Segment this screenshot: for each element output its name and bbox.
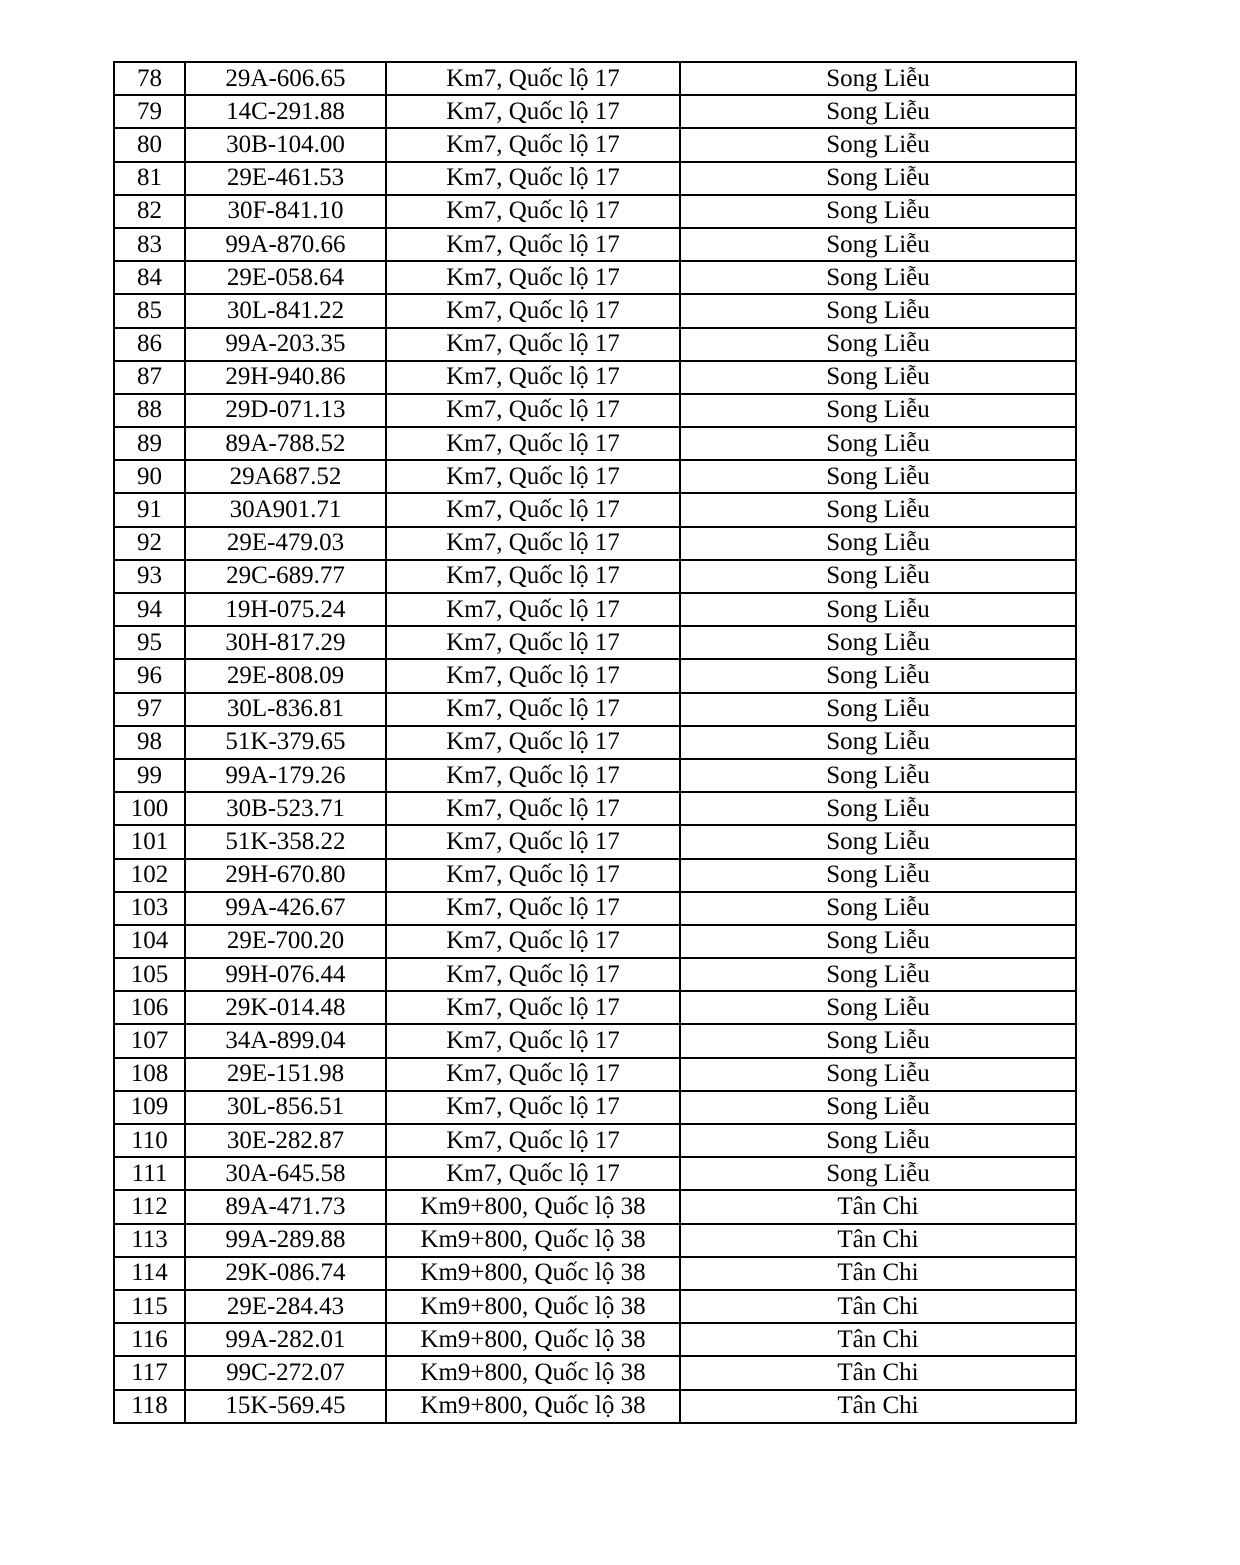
license-plate-cell: 30L-841.22 — [185, 294, 386, 327]
area-cell: Song Liễu — [680, 560, 1076, 593]
table-row — [114, 261, 1076, 294]
license-plate-cell: 29A-606.65 — [185, 62, 386, 95]
location-cell: Km7, Quốc lộ 17 — [386, 228, 680, 261]
row-number-cell: 113 — [114, 1224, 185, 1257]
license-plate-cell: 29E-479.03 — [185, 527, 386, 560]
license-plate-cell: 99A-426.67 — [185, 892, 386, 925]
location-cell: Km7, Quốc lộ 17 — [386, 261, 680, 294]
area-cell: Song Liễu — [680, 328, 1076, 361]
row-number-cell: 93 — [114, 560, 185, 593]
location-cell: Km7, Quốc lộ 17 — [386, 759, 680, 792]
row-number-cell: 87 — [114, 361, 185, 394]
location-cell: Km7, Quốc lộ 17 — [386, 427, 680, 460]
license-plate-cell: 30B-104.00 — [185, 128, 386, 161]
location-cell: Km7, Quốc lộ 17 — [386, 294, 680, 327]
table-row — [114, 1323, 1076, 1356]
area-cell: Song Liễu — [680, 261, 1076, 294]
license-plate-cell: 51K-379.65 — [185, 726, 386, 759]
location-cell: Km9+800, Quốc lộ 38 — [386, 1257, 680, 1290]
table-row — [114, 560, 1076, 593]
table-row — [114, 328, 1076, 361]
table-row — [114, 892, 1076, 925]
license-plate-cell: 29E-284.43 — [185, 1290, 386, 1323]
area-cell: Song Liễu — [680, 162, 1076, 195]
location-cell: Km7, Quốc lộ 17 — [386, 958, 680, 991]
table-row — [114, 95, 1076, 128]
area-cell: Song Liễu — [680, 1157, 1076, 1190]
table-row — [114, 593, 1076, 626]
area-cell: Song Liễu — [680, 892, 1076, 925]
row-number-cell: 103 — [114, 892, 185, 925]
row-number-cell: 100 — [114, 792, 185, 825]
location-cell: Km7, Quốc lộ 17 — [386, 162, 680, 195]
area-cell: Song Liễu — [680, 693, 1076, 726]
row-number-cell: 107 — [114, 1024, 185, 1057]
license-plate-cell: 99A-289.88 — [185, 1224, 386, 1257]
license-plate-cell: 30B-523.71 — [185, 792, 386, 825]
location-cell: Km7, Quốc lộ 17 — [386, 825, 680, 858]
license-plate-cell: 15K-569.45 — [185, 1390, 386, 1423]
location-cell: Km7, Quốc lộ 17 — [386, 659, 680, 692]
row-number-cell: 85 — [114, 294, 185, 327]
area-cell: Song Liễu — [680, 1091, 1076, 1124]
location-cell: Km7, Quốc lộ 17 — [386, 560, 680, 593]
table-row — [114, 460, 1076, 493]
location-cell: Km9+800, Quốc lộ 38 — [386, 1390, 680, 1423]
location-cell: Km7, Quốc lộ 17 — [386, 1058, 680, 1091]
area-cell: Tân Chi — [680, 1390, 1076, 1423]
row-number-cell: 91 — [114, 493, 185, 526]
location-cell: Km9+800, Quốc lộ 38 — [386, 1224, 680, 1257]
location-cell: Km9+800, Quốc lộ 38 — [386, 1190, 680, 1223]
area-cell: Song Liễu — [680, 626, 1076, 659]
location-cell: Km7, Quốc lộ 17 — [386, 925, 680, 958]
location-cell: Km7, Quốc lộ 17 — [386, 626, 680, 659]
license-plate-cell: 51K-358.22 — [185, 825, 386, 858]
location-cell: Km7, Quốc lộ 17 — [386, 493, 680, 526]
row-number-cell: 105 — [114, 958, 185, 991]
license-plate-cell: 99A-282.01 — [185, 1323, 386, 1356]
license-plate-cell: 29K-014.48 — [185, 991, 386, 1024]
location-cell: Km7, Quốc lộ 17 — [386, 195, 680, 228]
license-plate-cell: 30E-282.87 — [185, 1124, 386, 1157]
license-plate-cell: 30H-817.29 — [185, 626, 386, 659]
table-row — [114, 1024, 1076, 1057]
area-cell: Song Liễu — [680, 195, 1076, 228]
table-row — [114, 527, 1076, 560]
table-row — [114, 958, 1076, 991]
location-cell: Km7, Quốc lộ 17 — [386, 460, 680, 493]
license-plate-cell: 30L-836.81 — [185, 693, 386, 726]
row-number-cell: 79 — [114, 95, 185, 128]
area-cell: Song Liễu — [680, 1058, 1076, 1091]
table-row — [114, 1157, 1076, 1190]
row-number-cell: 83 — [114, 228, 185, 261]
location-cell: Km7, Quốc lộ 17 — [386, 1024, 680, 1057]
row-number-cell: 117 — [114, 1356, 185, 1389]
area-cell: Song Liễu — [680, 593, 1076, 626]
area-cell: Tân Chi — [680, 1356, 1076, 1389]
location-cell: Km7, Quốc lộ 17 — [386, 892, 680, 925]
row-number-cell: 110 — [114, 1124, 185, 1157]
license-plate-cell: 29D-071.13 — [185, 394, 386, 427]
table-row — [114, 759, 1076, 792]
area-cell: Song Liễu — [680, 394, 1076, 427]
area-cell: Tân Chi — [680, 1190, 1076, 1223]
row-number-cell: 84 — [114, 261, 185, 294]
license-plate-cell: 29E-151.98 — [185, 1058, 386, 1091]
row-number-cell: 97 — [114, 693, 185, 726]
location-cell: Km7, Quốc lộ 17 — [386, 593, 680, 626]
license-plate-cell: 99A-203.35 — [185, 328, 386, 361]
area-cell: Song Liễu — [680, 726, 1076, 759]
area-cell: Song Liễu — [680, 925, 1076, 958]
area-cell: Song Liễu — [680, 1024, 1076, 1057]
license-plate-cell: 19H-075.24 — [185, 593, 386, 626]
area-cell: Tân Chi — [680, 1290, 1076, 1323]
table-row — [114, 228, 1076, 261]
table-row — [114, 1058, 1076, 1091]
table-row — [114, 1190, 1076, 1223]
vehicle-table-body — [114, 62, 1076, 1423]
license-plate-cell: 30A901.71 — [185, 493, 386, 526]
row-number-cell: 78 — [114, 62, 185, 95]
row-number-cell: 104 — [114, 925, 185, 958]
location-cell: Km7, Quốc lộ 17 — [386, 328, 680, 361]
row-number-cell: 90 — [114, 460, 185, 493]
area-cell: Tân Chi — [680, 1257, 1076, 1290]
row-number-cell: 108 — [114, 1058, 185, 1091]
license-plate-cell: 29H-670.80 — [185, 859, 386, 892]
area-cell: Song Liễu — [680, 294, 1076, 327]
table-row — [114, 427, 1076, 460]
table-row — [114, 493, 1076, 526]
row-number-cell: 94 — [114, 593, 185, 626]
table-row — [114, 925, 1076, 958]
row-number-cell: 88 — [114, 394, 185, 427]
row-number-cell: 89 — [114, 427, 185, 460]
area-cell: Tân Chi — [680, 1323, 1076, 1356]
table-row — [114, 1124, 1076, 1157]
table-row — [114, 859, 1076, 892]
row-number-cell: 115 — [114, 1290, 185, 1323]
location-cell: Km7, Quốc lộ 17 — [386, 95, 680, 128]
area-cell: Tân Chi — [680, 1224, 1076, 1257]
area-cell: Song Liễu — [680, 493, 1076, 526]
table-row — [114, 394, 1076, 427]
row-number-cell: 81 — [114, 162, 185, 195]
license-plate-cell: 99A-179.26 — [185, 759, 386, 792]
row-number-cell: 80 — [114, 128, 185, 161]
table-row — [114, 991, 1076, 1024]
row-number-cell: 95 — [114, 626, 185, 659]
table-row — [114, 825, 1076, 858]
location-cell: Km7, Quốc lộ 17 — [386, 527, 680, 560]
table-row — [114, 1257, 1076, 1290]
table-row — [114, 693, 1076, 726]
area-cell: Song Liễu — [680, 361, 1076, 394]
location-cell: Km7, Quốc lộ 17 — [386, 991, 680, 1024]
area-cell: Song Liễu — [680, 128, 1076, 161]
license-plate-cell: 30L-856.51 — [185, 1091, 386, 1124]
license-plate-cell: 29E-058.64 — [185, 261, 386, 294]
license-plate-cell: 29A687.52 — [185, 460, 386, 493]
location-cell: Km7, Quốc lộ 17 — [386, 693, 680, 726]
location-cell: Km7, Quốc lộ 17 — [386, 1124, 680, 1157]
license-plate-cell: 89A-788.52 — [185, 427, 386, 460]
table-row — [114, 294, 1076, 327]
row-number-cell: 96 — [114, 659, 185, 692]
row-number-cell: 118 — [114, 1390, 185, 1423]
row-number-cell: 92 — [114, 527, 185, 560]
area-cell: Song Liễu — [680, 460, 1076, 493]
table-row — [114, 361, 1076, 394]
license-plate-cell: 30A-645.58 — [185, 1157, 386, 1190]
row-number-cell: 86 — [114, 328, 185, 361]
license-plate-cell: 29K-086.74 — [185, 1257, 386, 1290]
row-number-cell: 112 — [114, 1190, 185, 1223]
area-cell: Song Liễu — [680, 527, 1076, 560]
license-plate-cell: 29H-940.86 — [185, 361, 386, 394]
area-cell: Song Liễu — [680, 825, 1076, 858]
row-number-cell: 111 — [114, 1157, 185, 1190]
location-cell: Km7, Quốc lộ 17 — [386, 394, 680, 427]
row-number-cell: 102 — [114, 859, 185, 892]
table-row — [114, 162, 1076, 195]
license-plate-cell: 29C-689.77 — [185, 560, 386, 593]
location-cell: Km9+800, Quốc lộ 38 — [386, 1323, 680, 1356]
location-cell: Km7, Quốc lộ 17 — [386, 726, 680, 759]
license-plate-cell: 34A-899.04 — [185, 1024, 386, 1057]
table-row — [114, 659, 1076, 692]
license-plate-cell: 99A-870.66 — [185, 228, 386, 261]
area-cell: Song Liễu — [680, 659, 1076, 692]
area-cell: Song Liễu — [680, 228, 1076, 261]
row-number-cell: 101 — [114, 825, 185, 858]
location-cell: Km9+800, Quốc lộ 38 — [386, 1356, 680, 1389]
location-cell: Km7, Quốc lộ 17 — [386, 1091, 680, 1124]
location-cell: Km9+800, Quốc lộ 38 — [386, 1290, 680, 1323]
table-row — [114, 792, 1076, 825]
row-number-cell: 98 — [114, 726, 185, 759]
area-cell: Song Liễu — [680, 859, 1076, 892]
location-cell: Km7, Quốc lộ 17 — [386, 792, 680, 825]
table-row — [114, 726, 1076, 759]
license-plate-cell: 89A-471.73 — [185, 1190, 386, 1223]
area-cell: Song Liễu — [680, 95, 1076, 128]
license-plate-cell: 29E-461.53 — [185, 162, 386, 195]
location-cell: Km7, Quốc lộ 17 — [386, 62, 680, 95]
row-number-cell: 114 — [114, 1257, 185, 1290]
table-row — [114, 128, 1076, 161]
row-number-cell: 116 — [114, 1323, 185, 1356]
license-plate-cell: 30F-841.10 — [185, 195, 386, 228]
license-plate-cell: 99C-272.07 — [185, 1356, 386, 1389]
table-row — [114, 62, 1076, 95]
table-row — [114, 1390, 1076, 1423]
license-plate-cell: 99H-076.44 — [185, 958, 386, 991]
table-row — [114, 1356, 1076, 1389]
license-plate-cell: 14C-291.88 — [185, 95, 386, 128]
table-row — [114, 1091, 1076, 1124]
table-row — [114, 1224, 1076, 1257]
table-row — [114, 626, 1076, 659]
location-cell: Km7, Quốc lộ 17 — [386, 128, 680, 161]
row-number-cell: 106 — [114, 991, 185, 1024]
area-cell: Song Liễu — [680, 759, 1076, 792]
row-number-cell: 82 — [114, 195, 185, 228]
table-row — [114, 195, 1076, 228]
license-plate-cell: 29E-700.20 — [185, 925, 386, 958]
location-cell: Km7, Quốc lộ 17 — [386, 859, 680, 892]
table-row — [114, 1290, 1076, 1323]
area-cell: Song Liễu — [680, 991, 1076, 1024]
location-cell: Km7, Quốc lộ 17 — [386, 361, 680, 394]
area-cell: Song Liễu — [680, 427, 1076, 460]
area-cell: Song Liễu — [680, 62, 1076, 95]
license-plate-cell: 29E-808.09 — [185, 659, 386, 692]
row-number-cell: 99 — [114, 759, 185, 792]
row-number-cell: 109 — [114, 1091, 185, 1124]
vehicle-table — [113, 61, 1077, 1424]
location-cell: Km7, Quốc lộ 17 — [386, 1157, 680, 1190]
area-cell: Song Liễu — [680, 958, 1076, 991]
area-cell: Song Liễu — [680, 792, 1076, 825]
area-cell: Song Liễu — [680, 1124, 1076, 1157]
